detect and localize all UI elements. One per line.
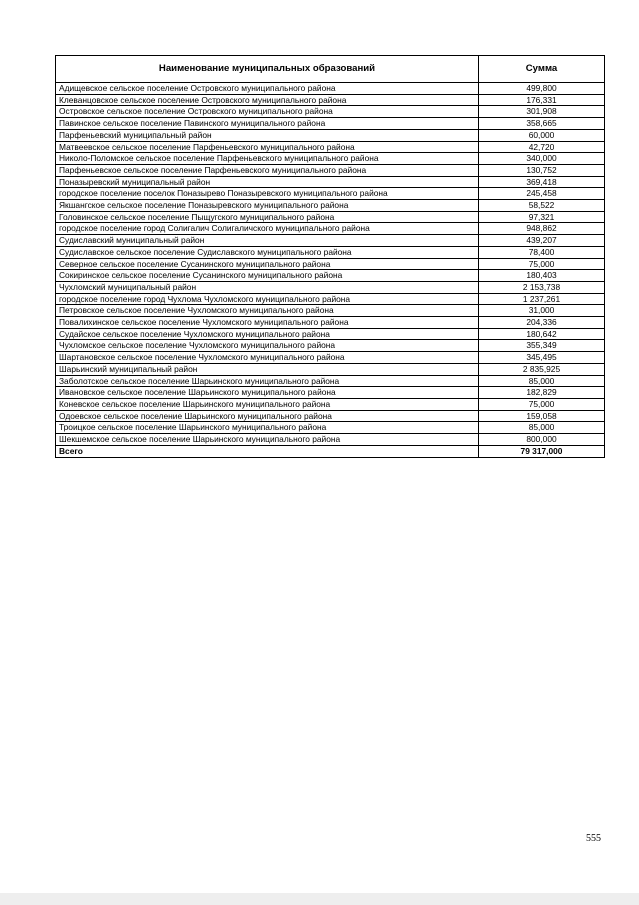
table-row	[56, 94, 605, 106]
municipality-name-cell: Ивановское сельское поселение Шарьинского муниципального района	[56, 387, 479, 399]
amount-cell: 180,403	[479, 270, 605, 282]
table-row	[56, 106, 605, 118]
table-row	[56, 317, 605, 329]
municipality-name-cell: Поназыревский муниципальный район	[56, 176, 479, 188]
table-row	[56, 223, 605, 235]
amount-cell: 358,665	[479, 118, 605, 130]
table-body	[56, 83, 605, 458]
amount-cell: 2 835,925	[479, 363, 605, 375]
amount-cell: 245,458	[479, 188, 605, 200]
table-row	[56, 422, 605, 434]
municipality-name-cell: Петровское сельское поселение Чухломского муниципального района	[56, 305, 479, 317]
amount-cell: 176,331	[479, 94, 605, 106]
municipality-name-cell: Северное сельское поселение Сусанинского муниципального района	[56, 258, 479, 270]
municipality-name-cell: городское поселение город Чухлома Чухломского муниципального района	[56, 293, 479, 305]
amount-cell: 85,000	[479, 422, 605, 434]
municipality-name-cell: Шекшемское сельское поселение Шарьинского муниципального района	[56, 434, 479, 446]
municipality-name-cell: Повалихинское сельское поселение Чухломского муниципального района	[56, 317, 479, 329]
municipality-name-cell: Павинское сельское поселение Павинского муниципального района	[56, 118, 479, 130]
table-row	[56, 200, 605, 212]
table-row	[56, 235, 605, 247]
table-row	[56, 328, 605, 340]
table-row	[56, 270, 605, 282]
amount-cell: 60,000	[479, 129, 605, 141]
municipality-name-cell: Островское сельское поселение Островского муниципального района	[56, 106, 479, 118]
amount-cell: 159,058	[479, 410, 605, 422]
municipality-name-cell: Судиславское сельское поселение Судиславского муниципального района	[56, 246, 479, 258]
municipality-name-cell: Судиславский муниципальный район	[56, 235, 479, 247]
municipality-name-cell: Якшангское сельское поселение Поназыревского муниципального района	[56, 200, 479, 212]
amount-cell: 182,829	[479, 387, 605, 399]
municipality-name-cell: Судайское сельское поселение Чухломского муниципального района	[56, 328, 479, 340]
amount-cell: 355,349	[479, 340, 605, 352]
municipality-name-cell: Заболотское сельское поселение Шарьинского муниципального района	[56, 375, 479, 387]
table-row	[56, 153, 605, 165]
amount-cell: 369,418	[479, 176, 605, 188]
table-row	[56, 352, 605, 364]
municipality-name-cell: городское поселение город Солигалич Солигаличского муниципального района	[56, 223, 479, 235]
table-row	[56, 83, 605, 95]
municipality-name-cell: Шарьинский муниципальный район	[56, 363, 479, 375]
municipality-name-cell: Коневское сельское поселение Шарьинского муниципального района	[56, 398, 479, 410]
table-row	[56, 164, 605, 176]
municipality-name-cell: Клеванцовское сельское поселение Островского муниципального района	[56, 94, 479, 106]
municipality-name-cell: Головинское сельское поселение Пыщугского муниципального района	[56, 211, 479, 223]
amount-cell: 75,000	[479, 258, 605, 270]
amount-cell: 345,495	[479, 352, 605, 364]
table-row	[56, 188, 605, 200]
municipality-name-cell: Сокиринское сельское поселение Сусанинского муниципального района	[56, 270, 479, 282]
table-row	[56, 141, 605, 153]
municipality-name-cell: городское поселение поселок Поназырево Поназыревского муниципального района	[56, 188, 479, 200]
amount-cell: 439,207	[479, 235, 605, 247]
amount-cell: 800,000	[479, 434, 605, 446]
table-row	[56, 129, 605, 141]
table-header-row	[56, 56, 605, 83]
table-row	[56, 410, 605, 422]
amount-cell: 78,400	[479, 246, 605, 258]
municipality-name-cell: Троицкое сельское поселение Шарьинского муниципального района	[56, 422, 479, 434]
municipality-name-cell: Николо-Поломское сельское поселение Парфеньевского муниципального района	[56, 153, 479, 165]
amount-cell: 42,720	[479, 141, 605, 153]
municipality-name-cell: Шартановское сельское поселение Чухломского муниципального района	[56, 352, 479, 364]
table-row	[56, 434, 605, 446]
total-amount-cell: 79 317,000	[479, 445, 605, 457]
page-number: 555	[586, 833, 601, 844]
municipality-name-cell: Матвеевское сельское поселение Парфеньевского муниципального района	[56, 141, 479, 153]
column-header-sum: Сумма	[479, 56, 605, 83]
table-row	[56, 246, 605, 258]
municipality-name-cell: Адищевское сельское поселение Островского муниципального района	[56, 83, 479, 95]
total-row	[56, 445, 605, 457]
municipality-name-cell: Парфеньевское сельское поселение Парфеньевского муниципального района	[56, 164, 479, 176]
table-row	[56, 398, 605, 410]
municipality-name-cell: Чухломское сельское поселение Чухломского муниципального района	[56, 340, 479, 352]
amount-cell: 499,800	[479, 83, 605, 95]
column-header-name: Наименование муниципальных образований	[56, 56, 479, 83]
table-row	[56, 258, 605, 270]
table-row	[56, 176, 605, 188]
municipality-name-cell: Чухломский муниципальный район	[56, 281, 479, 293]
scan-bottom-strip	[0, 893, 639, 905]
amount-cell: 948,862	[479, 223, 605, 235]
amount-cell: 180,642	[479, 328, 605, 340]
amount-cell: 130,752	[479, 164, 605, 176]
table-row	[56, 375, 605, 387]
amount-cell: 301,908	[479, 106, 605, 118]
municipal-sums-table	[55, 55, 605, 458]
table-row	[56, 211, 605, 223]
total-label-cell: Всего	[56, 445, 479, 457]
amount-cell: 340,000	[479, 153, 605, 165]
table-row	[56, 387, 605, 399]
municipality-name-cell: Одоевское сельское поселение Шарьинского муниципального района	[56, 410, 479, 422]
table-row	[56, 305, 605, 317]
municipality-name-cell: Парфеньевский муниципальный район	[56, 129, 479, 141]
amount-cell: 97,321	[479, 211, 605, 223]
amount-cell: 1 237,261	[479, 293, 605, 305]
amount-cell: 204,336	[479, 317, 605, 329]
table-row	[56, 340, 605, 352]
amount-cell: 31,000	[479, 305, 605, 317]
amount-cell: 58,522	[479, 200, 605, 212]
table-row	[56, 363, 605, 375]
table-row	[56, 118, 605, 130]
table-row	[56, 281, 605, 293]
table-row	[56, 293, 605, 305]
amount-cell: 75,000	[479, 398, 605, 410]
amount-cell: 85,000	[479, 375, 605, 387]
amount-cell: 2 153,738	[479, 281, 605, 293]
